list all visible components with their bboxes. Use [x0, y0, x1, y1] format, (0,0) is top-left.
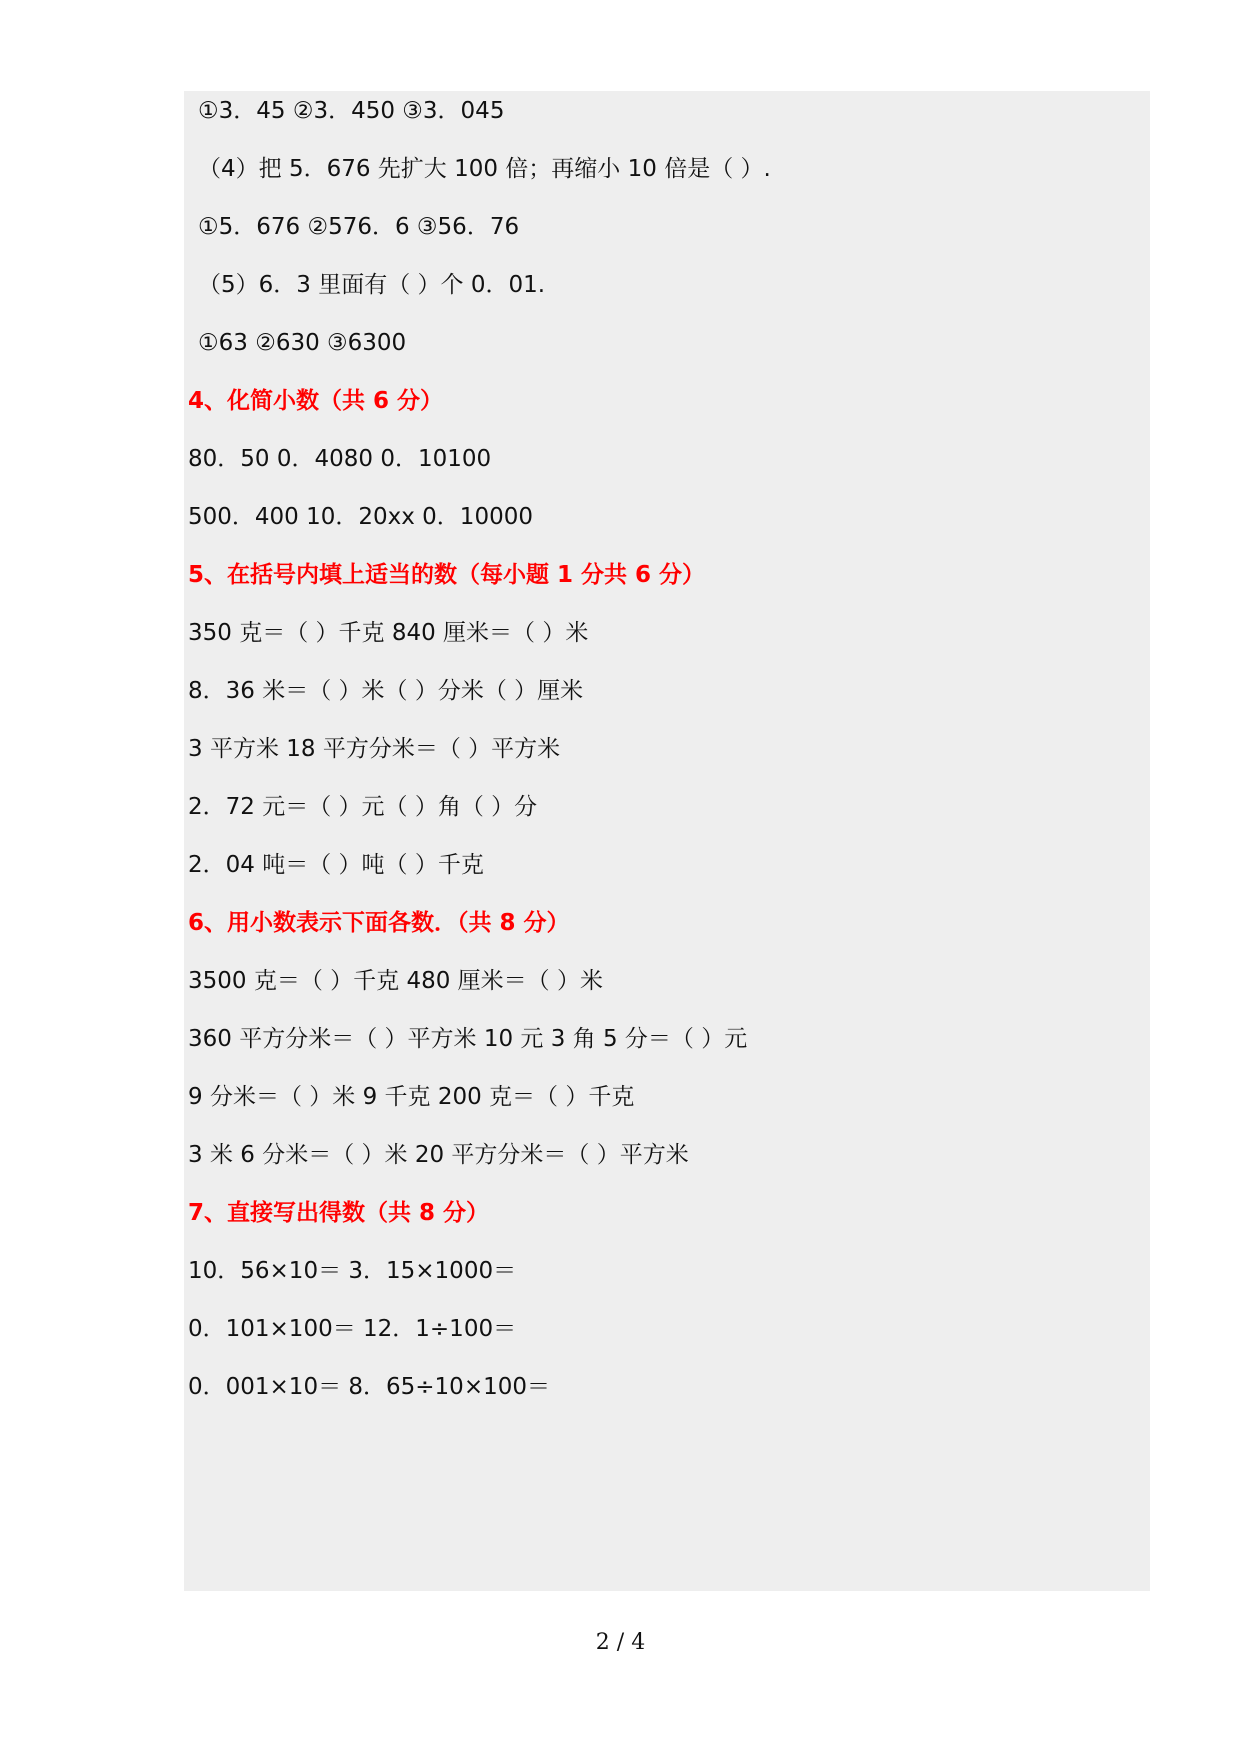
- exercise-line: 9 分米＝（ ）米 9 千克 200 克＝（ ）千克: [188, 1084, 635, 1110]
- question-4-line: （4）把 5．676 先扩大 100 倍；再缩小 10 倍是（ ）.: [198, 156, 771, 182]
- exercise-line: 2．04 吨＝（ ）吨（ ）千克: [188, 852, 484, 878]
- exercise-line: 3 米 6 分米＝（ ）米 20 平方分米＝（ ）平方米: [188, 1142, 689, 1168]
- answer-options-line: ①63 ②630 ③6300: [198, 330, 407, 356]
- exercise-line: 80．50 0．4080 0．10100: [188, 446, 492, 472]
- exercise-line: 0．101×100＝ 12．1÷100＝: [188, 1316, 517, 1342]
- exercise-line: 500．400 10．20xx 0．10000: [188, 504, 533, 530]
- exercise-line: 0．001×10＝ 8．65÷10×100＝: [188, 1374, 550, 1400]
- exercise-line: 8．36 米＝（ ）米（ ）分米（ ）厘米: [188, 678, 584, 704]
- section-5-heading: 5、在括号内填上适当的数（每小题 1 分共 6 分）: [188, 562, 706, 588]
- exercise-line: 3 平方米 18 平方分米＝（ ）平方米: [188, 736, 561, 762]
- section-7-heading: 7、直接写出得数（共 8 分）: [188, 1200, 490, 1226]
- exercise-line: 3500 克＝（ ）千克 480 厘米＝（ ）米: [188, 968, 603, 994]
- exercise-line: 360 平方分米＝（ ）平方米 10 元 3 角 5 分＝（ ）元: [188, 1026, 748, 1052]
- section-6-heading: 6、用小数表示下面各数．（共 8 分）: [188, 910, 570, 936]
- document-content-panel: [184, 91, 1150, 1591]
- question-5-line: （5）6．3 里面有（ ）个 0．01.: [198, 272, 546, 298]
- exercise-line: 10．56×10＝ 3．15×1000＝: [188, 1258, 517, 1284]
- exercise-line: 350 克＝（ ）千克 840 厘米＝（ ）米: [188, 620, 589, 646]
- answer-options-line: ①5．676 ②576．6 ③56．76: [198, 214, 520, 240]
- page-number: 2 / 4: [595, 1630, 646, 1655]
- exercise-line: 2．72 元＝（ ）元（ ）角（ ）分: [188, 794, 538, 820]
- answer-options-line: ①3．45 ②3．450 ③3．045: [198, 98, 505, 124]
- section-4-heading: 4、化简小数（共 6 分）: [188, 388, 444, 414]
